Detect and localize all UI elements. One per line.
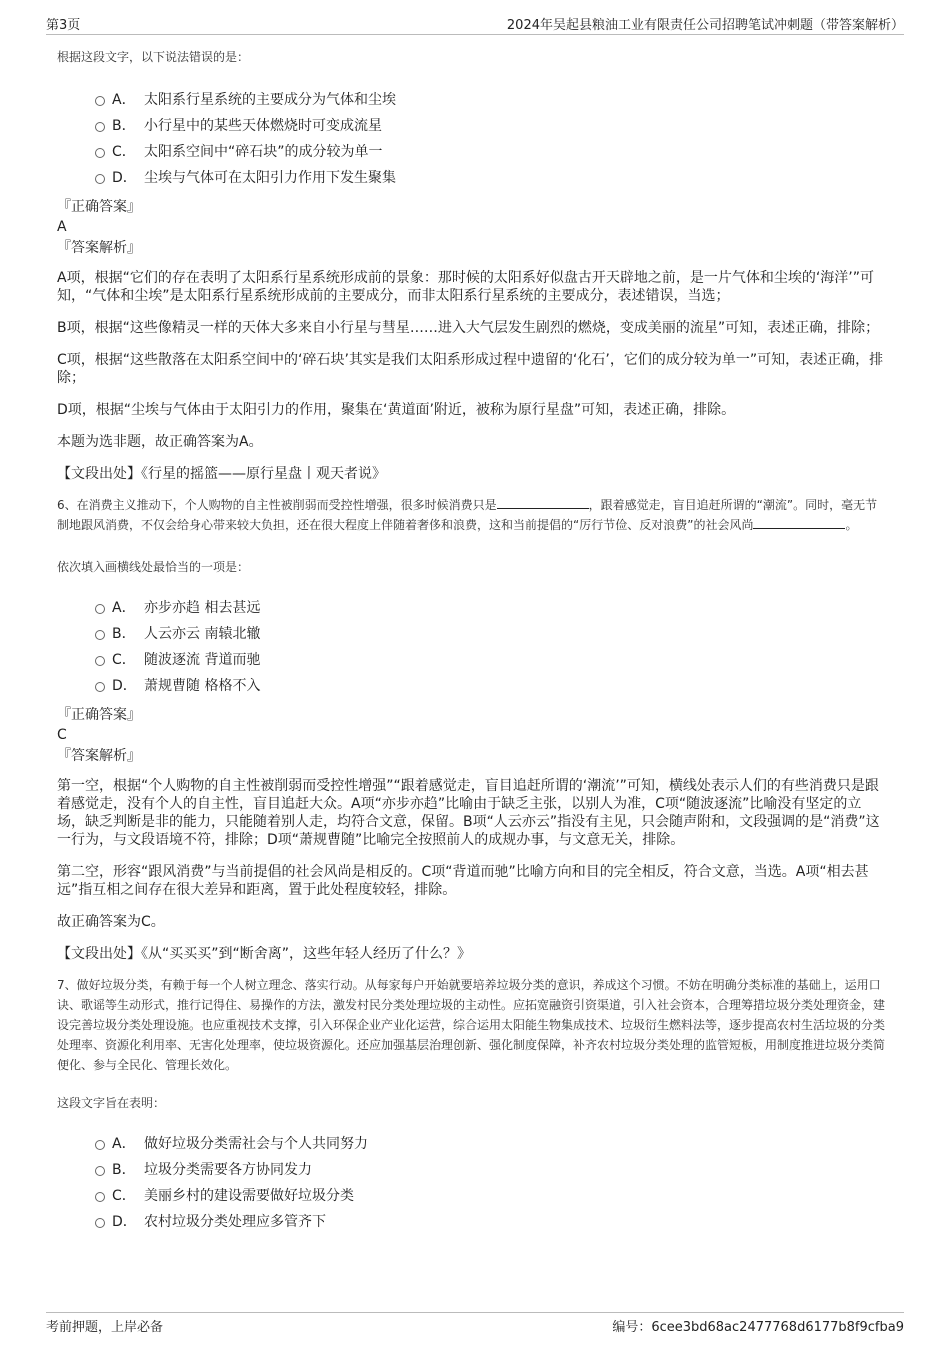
q6-option-b[interactable]: B． 人云亦云 南辕北辙 — [57, 621, 889, 647]
q5-options — [57, 87, 889, 191]
q6-options — [57, 595, 889, 699]
q6-source: 【文段出处】《从“买买买”到“断舍离”，这些年轻人经历了什么？》 — [57, 946, 472, 962]
q7-prompt: 这段文字旨在表明： — [57, 1096, 166, 1110]
q5-analysis-b: B项，根据“这些像精灵一样的天体大多来自小行星与彗星……进入大气层发生剧烈的燃烧，变成美丽的流星”可知，表述正确，排除； — [57, 320, 880, 336]
q5-analysis-label: 『答案解析』 — [57, 240, 141, 256]
q7-option-d[interactable]: D． 农村垃圾分类处理应多管齐下 — [57, 1209, 889, 1235]
q5-option-b[interactable]: B． 小行星中的某些天体燃烧时可变成流星 — [57, 113, 889, 139]
radio-icon[interactable] — [95, 1192, 105, 1202]
radio-icon[interactable] — [95, 1140, 105, 1150]
q7-stem: 7、做好垃圾分类，有赖于每一个人树立理念、落实行动。从每家每户开始就要培养垃圾分类的意识，养成这个习惯。不妨在明确分类标准的基础上，运用口诀、歌谣等生动形式，推行记得住、易操作的方法，激发村民分类处理垃圾的主动性。应拓宽融资引资渠道，引入社会资本，合理筹措垃圾分类处理资金，建设完善垃圾分类处理设施。也应重视技术支撑，引入环保企业产业化运营，综合运用太阳能生物集成技术、垃圾衍生燃料法等，逐步提高农村生活垃圾的分类处理率、资源化利用率、无害化处理率，使垃圾资源化。还应加强基层治理创新、强化制度保障，补齐农村垃圾分类处理的监管短板，用制度推进垃圾分类简便化、参与全民化、管理长效化。 — [57, 978, 886, 1072]
q5-option-a[interactable]: A． 太阳系行星系统的主要成分为气体和尘埃 — [57, 87, 889, 113]
document-code: 编号：6cee3bd68ac2477768d6177b8f9cfba9 — [612, 1320, 904, 1335]
q5-option-d[interactable]: D． 尘埃与气体可在太阳引力作用下发生聚集 — [57, 165, 889, 191]
q5-analysis-c: C项，根据“这些散落在太阳系空间中的‘碎石块’其实是我们太阳系形成过程中遗留的‘化石’，它们的成分较为单一”可知，表述正确，排除； — [57, 352, 884, 386]
page-number: 第3页 — [46, 18, 81, 33]
page-header — [46, 14, 904, 35]
radio-icon[interactable] — [95, 1166, 105, 1176]
q6-option-d[interactable]: D． 萧规曹随 格格不入 — [57, 673, 889, 699]
radio-icon[interactable] — [95, 630, 105, 640]
q6-conclusion: 故正确答案为C。 — [57, 914, 165, 930]
q7-options — [57, 1131, 889, 1235]
page-content — [57, 47, 889, 1235]
radio-icon[interactable] — [95, 682, 105, 692]
radio-icon[interactable] — [95, 656, 105, 666]
q6-stem: 6、在消费主义推动下，个人购物的自主性被削弱而受控性增强，很多时候消费只是 ，跟着感觉走，盲目追赶所谓的“潮流”。同时，毫无节制地跟风消费，不仅会给身心带来较大负担，还在很大程度上伴随着奢侈和浪费，这和当前提倡的“厉行节俭、反对浪费”的社会风尚 。 — [57, 498, 878, 532]
radio-icon[interactable] — [95, 122, 105, 132]
q6-option-c[interactable]: C． 随波逐流 背道而驰 — [57, 647, 889, 673]
q5-analysis-d: D项，根据“尘埃与气体由于太阳引力的作用，聚集在‘黄道面’附近，被称为原行星盘”可知，表述正确，排除。 — [57, 402, 736, 418]
q5-analysis-a: A项，根据“它们的存在表明了太阳系行星系统形成前的景象：那时候的太阳系好似盘古开天辟地之前，是一片气体和尘埃的‘海洋’”可知，“气体和尘埃”是太阳系行星系统形成前的主要成分，而非太阳系行星系统的主要成分，表述错误，当选； — [57, 270, 874, 304]
q6-analysis-first-blank: 第一空，根据“个人购物的自主性被削弱而受控性增强”“跟着感觉走，盲目追赶所谓的‘潮流’”可知，横线处表示人们的有些消费只是跟着感觉走，没有个人的自主性，盲目追赶大众。A项“亦步亦趋”比喻由于缺乏主张，以别人为准，C项“随波逐流”比喻没有坚定的立场，缺乏判断是非的能力，只能随着别人走，均符合文意，保留。B项“人云亦云”指没有主见，只会随声附和，文段强调的是“消费”这一行为，与文段语境不符，排除；D项“萧规曹随”比喻完全按照前人的成规办事，与文意无关，排除。 — [57, 778, 880, 848]
q5-answer-label: 『正确答案』 — [57, 199, 141, 215]
footer-slogan: 考前押题，上岸必备 — [46, 1320, 164, 1335]
radio-icon[interactable] — [95, 1218, 105, 1228]
q6-analysis-second-blank: 第二空，形容“跟风消费”与当前提倡的社会风尚是相反的。C项“背道而驰”比喻方向和目的完全相反，符合文意，当选。A项“相去甚远”指互相之间存在很大差异和距离，置于此处程度较轻，排除。 — [57, 864, 869, 898]
q6-prompt: 依次填入画横线处最恰当的一项是： — [57, 560, 250, 574]
radio-icon[interactable] — [95, 604, 105, 614]
q6-answer-label: 『正确答案』 — [57, 707, 141, 723]
q5-conclusion: 本题为选非题，故正确答案为A。 — [57, 434, 263, 450]
page-footer — [46, 1312, 904, 1335]
q6-analysis-label: 『答案解析』 — [57, 748, 141, 764]
q5-option-c[interactable]: C． 太阳系空间中“碎石块”的成分较为单一 — [57, 139, 889, 165]
q6-option-a[interactable]: A． 亦步亦趋 相去甚远 — [57, 595, 889, 621]
radio-icon[interactable] — [95, 174, 105, 184]
q7-option-b[interactable]: B． 垃圾分类需要各方协同发力 — [57, 1157, 889, 1183]
q5-answer: A — [57, 219, 67, 235]
q5-prompt: 根据这段文字，以下说法错误的是： — [57, 50, 250, 64]
q6-answer: C — [57, 727, 67, 743]
document-title: 2024年吴起县粮油工业有限责任公司招聘笔试冲刺题（带答案解析） — [506, 18, 904, 33]
q7-option-c[interactable]: C． 美丽乡村的建设需要做好垃圾分类 — [57, 1183, 889, 1209]
radio-icon[interactable] — [95, 148, 105, 158]
answer-blank — [497, 496, 589, 509]
answer-blank — [753, 516, 845, 529]
q5-source: 【文段出处】《行星的摇篮——原行星盘丨观天者说》 — [57, 466, 386, 482]
radio-icon[interactable] — [95, 96, 105, 106]
q7-option-a[interactable]: A． 做好垃圾分类需社会与个人共同努力 — [57, 1131, 889, 1157]
